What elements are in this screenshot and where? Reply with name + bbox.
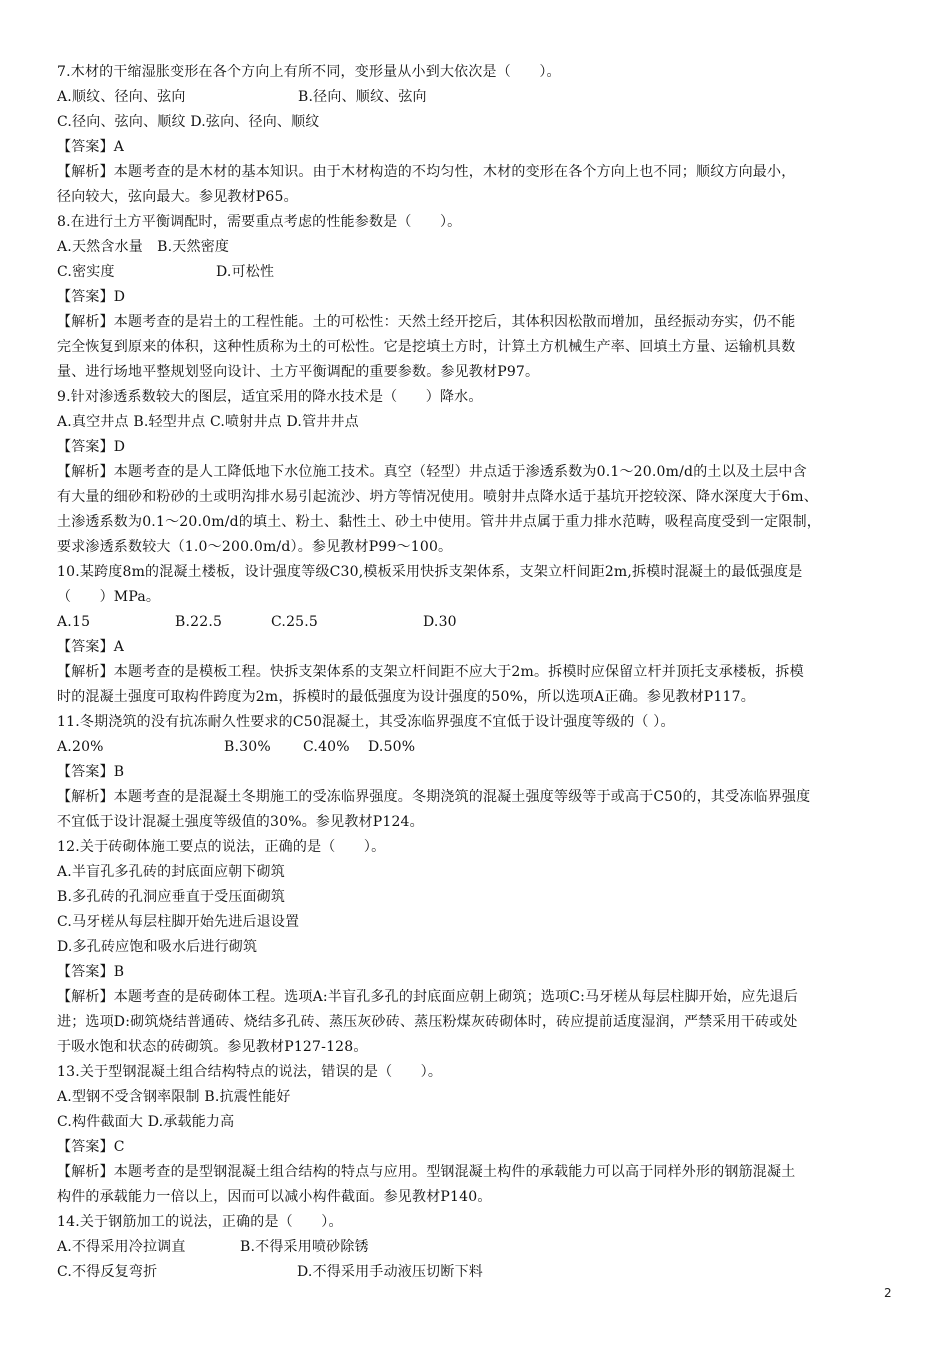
option-a: A.20% [57, 739, 104, 755]
analysis-line: 土渗透系数为0.1～20.0m/d的填土、粉土、黏性土、砂土中使用。管井井点属于重力排水范畴，吸程高度受到一定限制， [57, 514, 821, 530]
option-b: B.22.5 [175, 614, 223, 630]
answer: 【答案】A [57, 639, 125, 655]
analysis-line: 有大量的细砂和粉砂的土或明沟排水易引起流沙、坍方等情况使用。喷射井点降水适于基坑开挖较深、降水深度大于6m、 [57, 489, 818, 505]
option-line [57, 260, 897, 285]
option-line: C.马牙槎从每层柱脚开始先进后退设置 [57, 914, 300, 930]
option-line [57, 610, 897, 635]
option-line: B.多孔砖的孔洞应垂直于受压面砌筑 [57, 889, 286, 905]
option-c: C.不得反复弯折 [57, 1264, 158, 1280]
option-d: D.不得采用手动液压切断下料 [297, 1264, 483, 1280]
option-line [57, 1235, 897, 1260]
question-stem: 13.关于型钢混凝土组合结构特点的说法，错误的是（ ）。 [57, 1064, 443, 1080]
option-line: C.径向、弦向、顺纹 D.弦向、径向、顺纹 [57, 114, 320, 130]
analysis-line: 【解析】本题考查的是岩土的工程性能。土的可松性：天然土经开挖后，其体积因松散而增加，虽经振动夯实，仍不能 [57, 314, 796, 330]
question-stem: 11.冬期浇筑的没有抗冻耐久性要求的C50混凝土，其受冻临界强度不宜低于设计强度等级的（ ）。 [57, 714, 675, 730]
analysis-line: 径向较大，弦向最大。参见教材P65。 [57, 189, 298, 205]
answer: 【答案】D [57, 289, 126, 305]
question-stem: 8.在进行土方平衡调配时，需要重点考虑的性能参数是（ ）。 [57, 214, 462, 230]
answer: 【答案】B [57, 964, 125, 980]
option-d: D.30 [423, 614, 457, 630]
option-line: A.真空井点 B.轻型井点 C.喷射井点 D.管井井点 [57, 414, 359, 430]
option-line: A.半盲孔多孔砖的封底面应朝下砌筑 [57, 864, 285, 880]
analysis-line: 【解析】本题考查的是木材的基本知识。由于木材构造的不均匀性，木材的变形在各个方向上也不同；顺纹方向最小， [57, 164, 796, 180]
option-line: A.型钢不受含钢率限制 B.抗震性能好 [57, 1089, 291, 1105]
analysis-line: 【解析】本题考查的是人工降低地下水位施工技术。真空（轻型）井点适于渗透系数为0.1～20.0m/d的土以及土层中含 [57, 464, 807, 480]
analysis-line: 于吸水饱和状态的砖砌筑。参见教材P127-128。 [57, 1039, 368, 1055]
option-a: A.15 [57, 614, 91, 630]
option-line: C.构件截面大 D.承载能力高 [57, 1114, 235, 1130]
option-b: B.30% [224, 739, 271, 755]
question-stem: 7.木材的干缩湿胀变形在各个方向上有所不同，变形量从小到大依次是（ ）。 [57, 64, 561, 80]
option-c: C.40% [303, 739, 350, 755]
analysis-line: 【解析】本题考查的是型钢混凝土组合结构的特点与应用。型钢混凝土构件的承载能力可以高于同样外形的钢筋混凝土 [57, 1164, 796, 1180]
document-page [57, 60, 897, 1285]
question-stem: 12.关于砖砌体施工要点的说法，正确的是（ ）。 [57, 839, 386, 855]
option-c: C.密实度 [57, 264, 115, 280]
option-d: D.50% [368, 739, 416, 755]
page-number: 2 [884, 1286, 892, 1300]
option-line: A.天然含水量 B.天然密度 [57, 239, 230, 255]
analysis-line: 时的混凝土强度可取构件跨度为2m，拆模时的最低强度为设计强度的50%，所以选项A正确。参见教材P117。 [57, 689, 755, 705]
option-a: A.顺纹、径向、弦向 [57, 89, 186, 105]
option-c: C.25.5 [271, 614, 319, 630]
option-line [57, 735, 897, 760]
answer: 【答案】A [57, 139, 125, 155]
answer: 【答案】B [57, 764, 125, 780]
option-line: D.多孔砖应饱和吸水后进行砌筑 [57, 939, 258, 955]
question-stem: （ ）MPa。 [57, 589, 161, 605]
option-line [57, 1260, 897, 1285]
analysis-line: 构件的承载能力一倍以上，因而可以减小构件截面。参见教材P140。 [57, 1189, 492, 1205]
option-b: B.不得采用喷砂除锈 [240, 1239, 369, 1255]
analysis-line: 进；选项D:砌筑烧结普通砖、烧结多孔砖、蒸压灰砂砖、蒸压粉煤灰砖砌体时，砖应提前适度湿润，严禁采用干砖或处 [57, 1014, 798, 1030]
analysis-line: 【解析】本题考查的是混凝土冬期施工的受冻临界强度。冬期浇筑的混凝土强度等级等于或高于C50的，其受冻临界强度 [57, 789, 811, 805]
analysis-line: 不宜低于设计混凝土强度等级值的30%。参见教材P124。 [57, 814, 424, 830]
question-stem: 14.关于钢筋加工的说法，正确的是（ ）。 [57, 1214, 343, 1230]
answer: 【答案】D [57, 439, 126, 455]
answer: 【答案】C [57, 1139, 125, 1155]
analysis-line: 量、进行场地平整规划竖向设计、土方平衡调配的重要参数。参见教材P97。 [57, 364, 540, 380]
option-line [57, 85, 897, 110]
analysis-line: 要求渗透系数较大（1.0～200.0m/d）。参见教材P99～100。 [57, 539, 453, 555]
analysis-line: 【解析】本题考查的是砖砌体工程。选项A:半盲孔多孔的封底面应朝上砌筑；选项C:马牙槎从每层柱脚开始，应先退后 [57, 989, 799, 1005]
option-d: D.可松性 [216, 264, 275, 280]
question-stem: 9.针对渗透系数较大的图层，适宜采用的降水技术是（ ）降水。 [57, 389, 483, 405]
option-a: A.不得采用冷拉调直 [57, 1239, 186, 1255]
analysis-line: 【解析】本题考查的是模板工程。快拆支架体系的支架立杆间距不应大于2m。拆模时应保留立杆并顶托支承楼板，拆模 [57, 664, 804, 680]
question-stem: 10.某跨度8m的混凝土楼板，设计强度等级C30,模板采用快拆支架体系，支架立杆间距2m,拆模时混凝土的最低强度是 [57, 564, 803, 580]
option-b: B.径向、顺纹、弦向 [298, 89, 427, 105]
analysis-line: 完全恢复到原来的体积，这种性质称为土的可松性。它是挖填土方时，计算土方机械生产率、回填土方量、运输机具数 [57, 339, 796, 355]
